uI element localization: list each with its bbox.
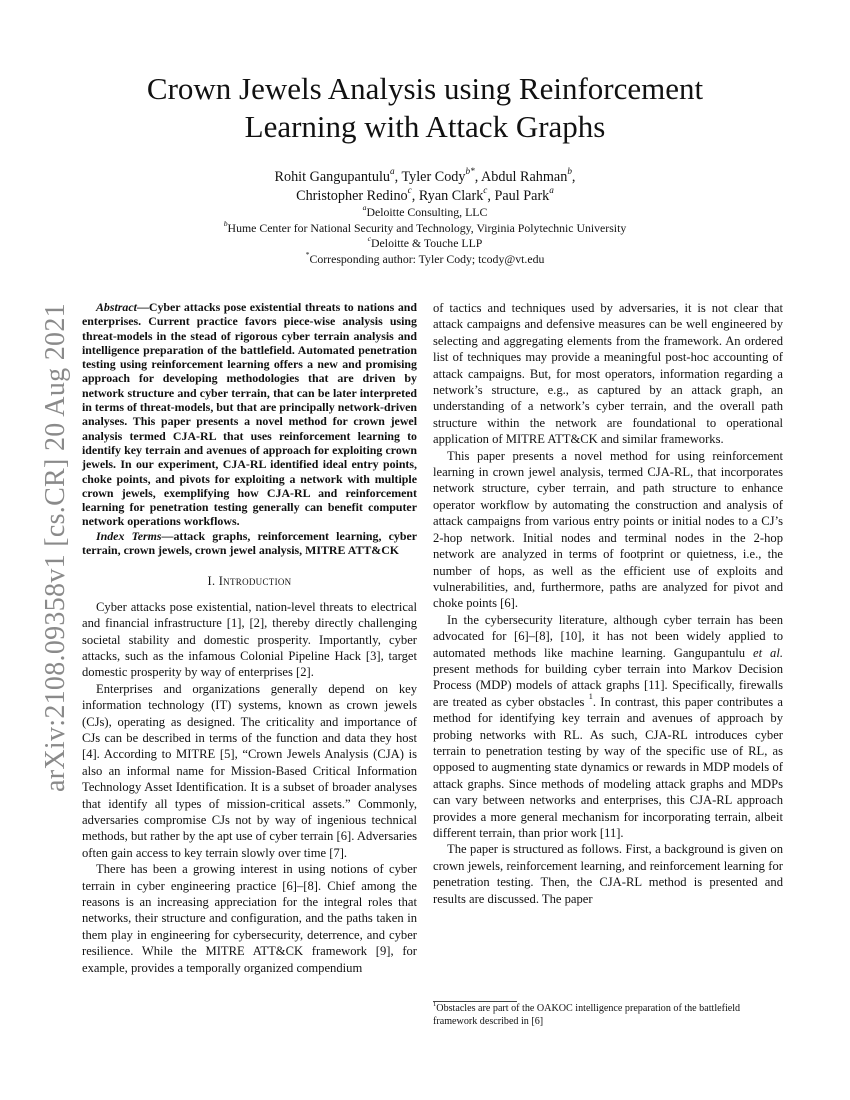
footnote xyxy=(433,1002,783,1028)
index-terms-label: Index Terms xyxy=(96,528,162,543)
author-name: Rohit Gangupantulu xyxy=(274,169,390,185)
section-heading xyxy=(82,573,417,589)
body-text-italic: et al. xyxy=(753,645,783,660)
author-name: , Abdul Rahman xyxy=(474,169,568,185)
affiliation-list xyxy=(120,202,730,267)
affiliation-sup: a xyxy=(362,202,367,212)
body-text: present methods for building cyber terrain into Markov Decision Process (MDP) models of attack graphs [11]. Specifically, firewalls are treated as cyber obstacles xyxy=(433,661,783,709)
abstract-label: Abstract xyxy=(96,300,137,314)
arxiv-sidebar xyxy=(2,292,71,792)
footnote-marker[interactable]: 1 xyxy=(588,692,593,702)
index-terms xyxy=(82,529,417,558)
author-name: , Tyler Cody xyxy=(394,169,466,185)
arxiv-identifier: arXiv:2108.09358v1 [cs.CR] 20 Aug 2021 xyxy=(40,303,71,792)
body-paragraph xyxy=(433,612,783,842)
body-paragraph: There has been a growing interest in using notions of cyber terrain in cyber engineering practice [6]–[8]. Chief among the reasons is an increasing appreciation for the integral roles that networks, their structure and configuration, and the paths taken in them play in engineering for cybersecurity, deterrence, and cyber resilience. While the MITRE ATT&CK framework [9], for example, provides a temporally organized compendium xyxy=(82,862,417,975)
author-affil-sup: c xyxy=(407,184,412,195)
author-affil-sup: b* xyxy=(465,165,475,176)
affiliation-sup: * xyxy=(305,249,310,259)
left-column xyxy=(82,300,417,976)
body-paragraph: Enterprises and organizations generally depend on key information technology (IT) systems, known as crown jewels (CJs), operating as designed. The criticality and importance of CJs can be described in terms of the function and data they host [4]. According to MITRE [5], “Crown Jewels Analysis (CJA) is also an informal name for Mission-Based Critical Information Technology Asset Identification. It is a subset of broader analyses that identify all types of mission-critical assets.” Commonly, adversaries compromise CJs not by way of ingenious technical methods, but rather by the apt use of cyber terrain [6]. Adversaries often gain access to key terrain slowly over time [7]. xyxy=(82,681,417,860)
section-title: Introduction xyxy=(218,574,292,589)
footnote-number: 1 xyxy=(433,1000,437,1008)
author-name: , Paul Park xyxy=(487,188,550,204)
index-terms-text: —attack graphs, reinforcement learning, cyber terrain, crown jewels, crown jewel analysis, MITRE ATT&CK xyxy=(82,528,418,558)
footnote-text: Obstacles are part of the OAKOC intelligence preparation of the battlefield framework described in [6] xyxy=(433,1003,741,1027)
author-separator: , xyxy=(571,169,576,185)
body-text: In the cybersecurity literature, although cyber terrain has been advocated for [6]–[8], [10], it has not been widely applied to automated methods like machine learning. Gangupantulu xyxy=(433,612,783,660)
body-text: . In contrast, this paper contributes a method for identifying key terrain and avenues of approach by probing networks with RL. As such, CJA-RL introduces cyber terrain to penetration testing by way of the specific use of RL, as opposed to augmenting state dynamics or rewards in MDP models of attack graphs. Since methods of modeling attack graphs and MDPs can vary between networks and enterprises, this CJA-RL approach provides a more general mechanism for incorporating terrain, albeit different terrain, than prior work [11]. xyxy=(433,694,783,840)
affiliation-sup: c xyxy=(367,234,372,244)
affiliation xyxy=(120,236,730,252)
author-line-2 xyxy=(120,184,730,206)
title-line-1: Crown Jewels Analysis using Reinforcement xyxy=(146,71,704,106)
affiliation-text: Deloitte & Touche LLP xyxy=(371,236,483,251)
author-name: Christopher Redino xyxy=(296,188,408,204)
author-list xyxy=(120,165,730,206)
author-affil-sup: c xyxy=(483,184,488,195)
section-number: I. xyxy=(207,574,219,589)
body-paragraph: This paper presents a novel method for using reinforcement learning in crown jewel analysis, termed CJA-RL, that incorporates network structure, cyber terrain, and path structure to enhance operator workflow by automating the construction and analysis of attack campaigns from various entry points or initial nodes to a CJ’s 2-hop network. Initial nodes and terminal nodes in the 2-hop network are analyzed in terms of footprint or quietness, i.e., the number of hops, as well as the efficient use of exploits and vulnerabilities, and, furthermore, paths are analyzed for pivot and choke points [6]. xyxy=(433,448,783,611)
author-name: , Ryan Clark xyxy=(411,188,484,204)
author-line-1 xyxy=(120,165,730,187)
right-column xyxy=(433,300,783,907)
abstract-text: —Cyber attacks pose existential threats to nations and enterprises. Current practice favors piece-wise analysis using threat-models in the stead of rigorous cyber terrain analysis and intelligence preparation of the battlefield. Automated penetration testing using reinforcement learning offers a new and promising approach for developing methodologies that are driven by network structure and cyber terrain, that can be later interpreted in terms of threat-models, but that are principally network-driven analyses. This paper presents a novel method for crown jewel analysis termed CJA-RL that uses reinforcement learning to identify key terrain and avenues of approach for exploiting crown jewels. In our experiment, CJA-RL identified ideal entry points, choke points, and pivots for exploiting a network with multiple crown jewels, exemplifying how CJA-RL and reinforcement learning for penetration testing generally can benefit computer network operations workflows. xyxy=(82,300,417,529)
author-affil-sup: b xyxy=(567,165,572,176)
affiliation xyxy=(120,202,730,221)
title-line-2: Learning with Attack Graphs xyxy=(244,109,606,144)
affiliation-sup: b xyxy=(223,218,228,228)
author-affil-sup: a xyxy=(549,184,554,195)
body-paragraph: Cyber attacks pose existential, nation-level threats to electrical and financial infrastructure [1], [2], thereby directly challenging societal stability and domestic prosperity. Importantly, cyber attacks, such as the infamous Colonial Pipeline Hack [3], target domestic prosperity by way of enterprises [2]. xyxy=(82,599,417,680)
affiliation-text: Hume Center for National Security and Technology, Virginia Polytechnic University xyxy=(227,220,627,235)
corresponding-author xyxy=(120,249,730,268)
affiliation-text: Corresponding author: Tyler Cody; tcody@vt.edu xyxy=(309,251,545,266)
body-paragraph: The paper is structured as follows. First, a background is given on crown jewels, reinforcement learning, and reinforcement learning for penetration testing. Then, the CJA-RL method is presented and results are discussed. The paper xyxy=(433,842,783,906)
paper-title xyxy=(60,70,790,146)
author-affil-sup: a xyxy=(390,165,395,176)
affiliation xyxy=(120,218,730,237)
affiliation-text: Deloitte Consulting, LLC xyxy=(366,205,488,219)
body-paragraph: of tactics and techniques used by adversaries, it is not clear that attack campaigns and defensive measures can be well engineered by selecting and aggregating elements from the framework. An ordered list of techniques may provide a meaningful post-hoc accounting of attack campaigns. But, for most operators, information regarding a network’s structure, e.g., as captured by an attack graph, an understanding of a network’s cyber terrain, and the overall path structure within the network are foundational to operational application of MITRE ATT&CK and similar frameworks. xyxy=(433,301,783,447)
abstract xyxy=(82,300,417,529)
